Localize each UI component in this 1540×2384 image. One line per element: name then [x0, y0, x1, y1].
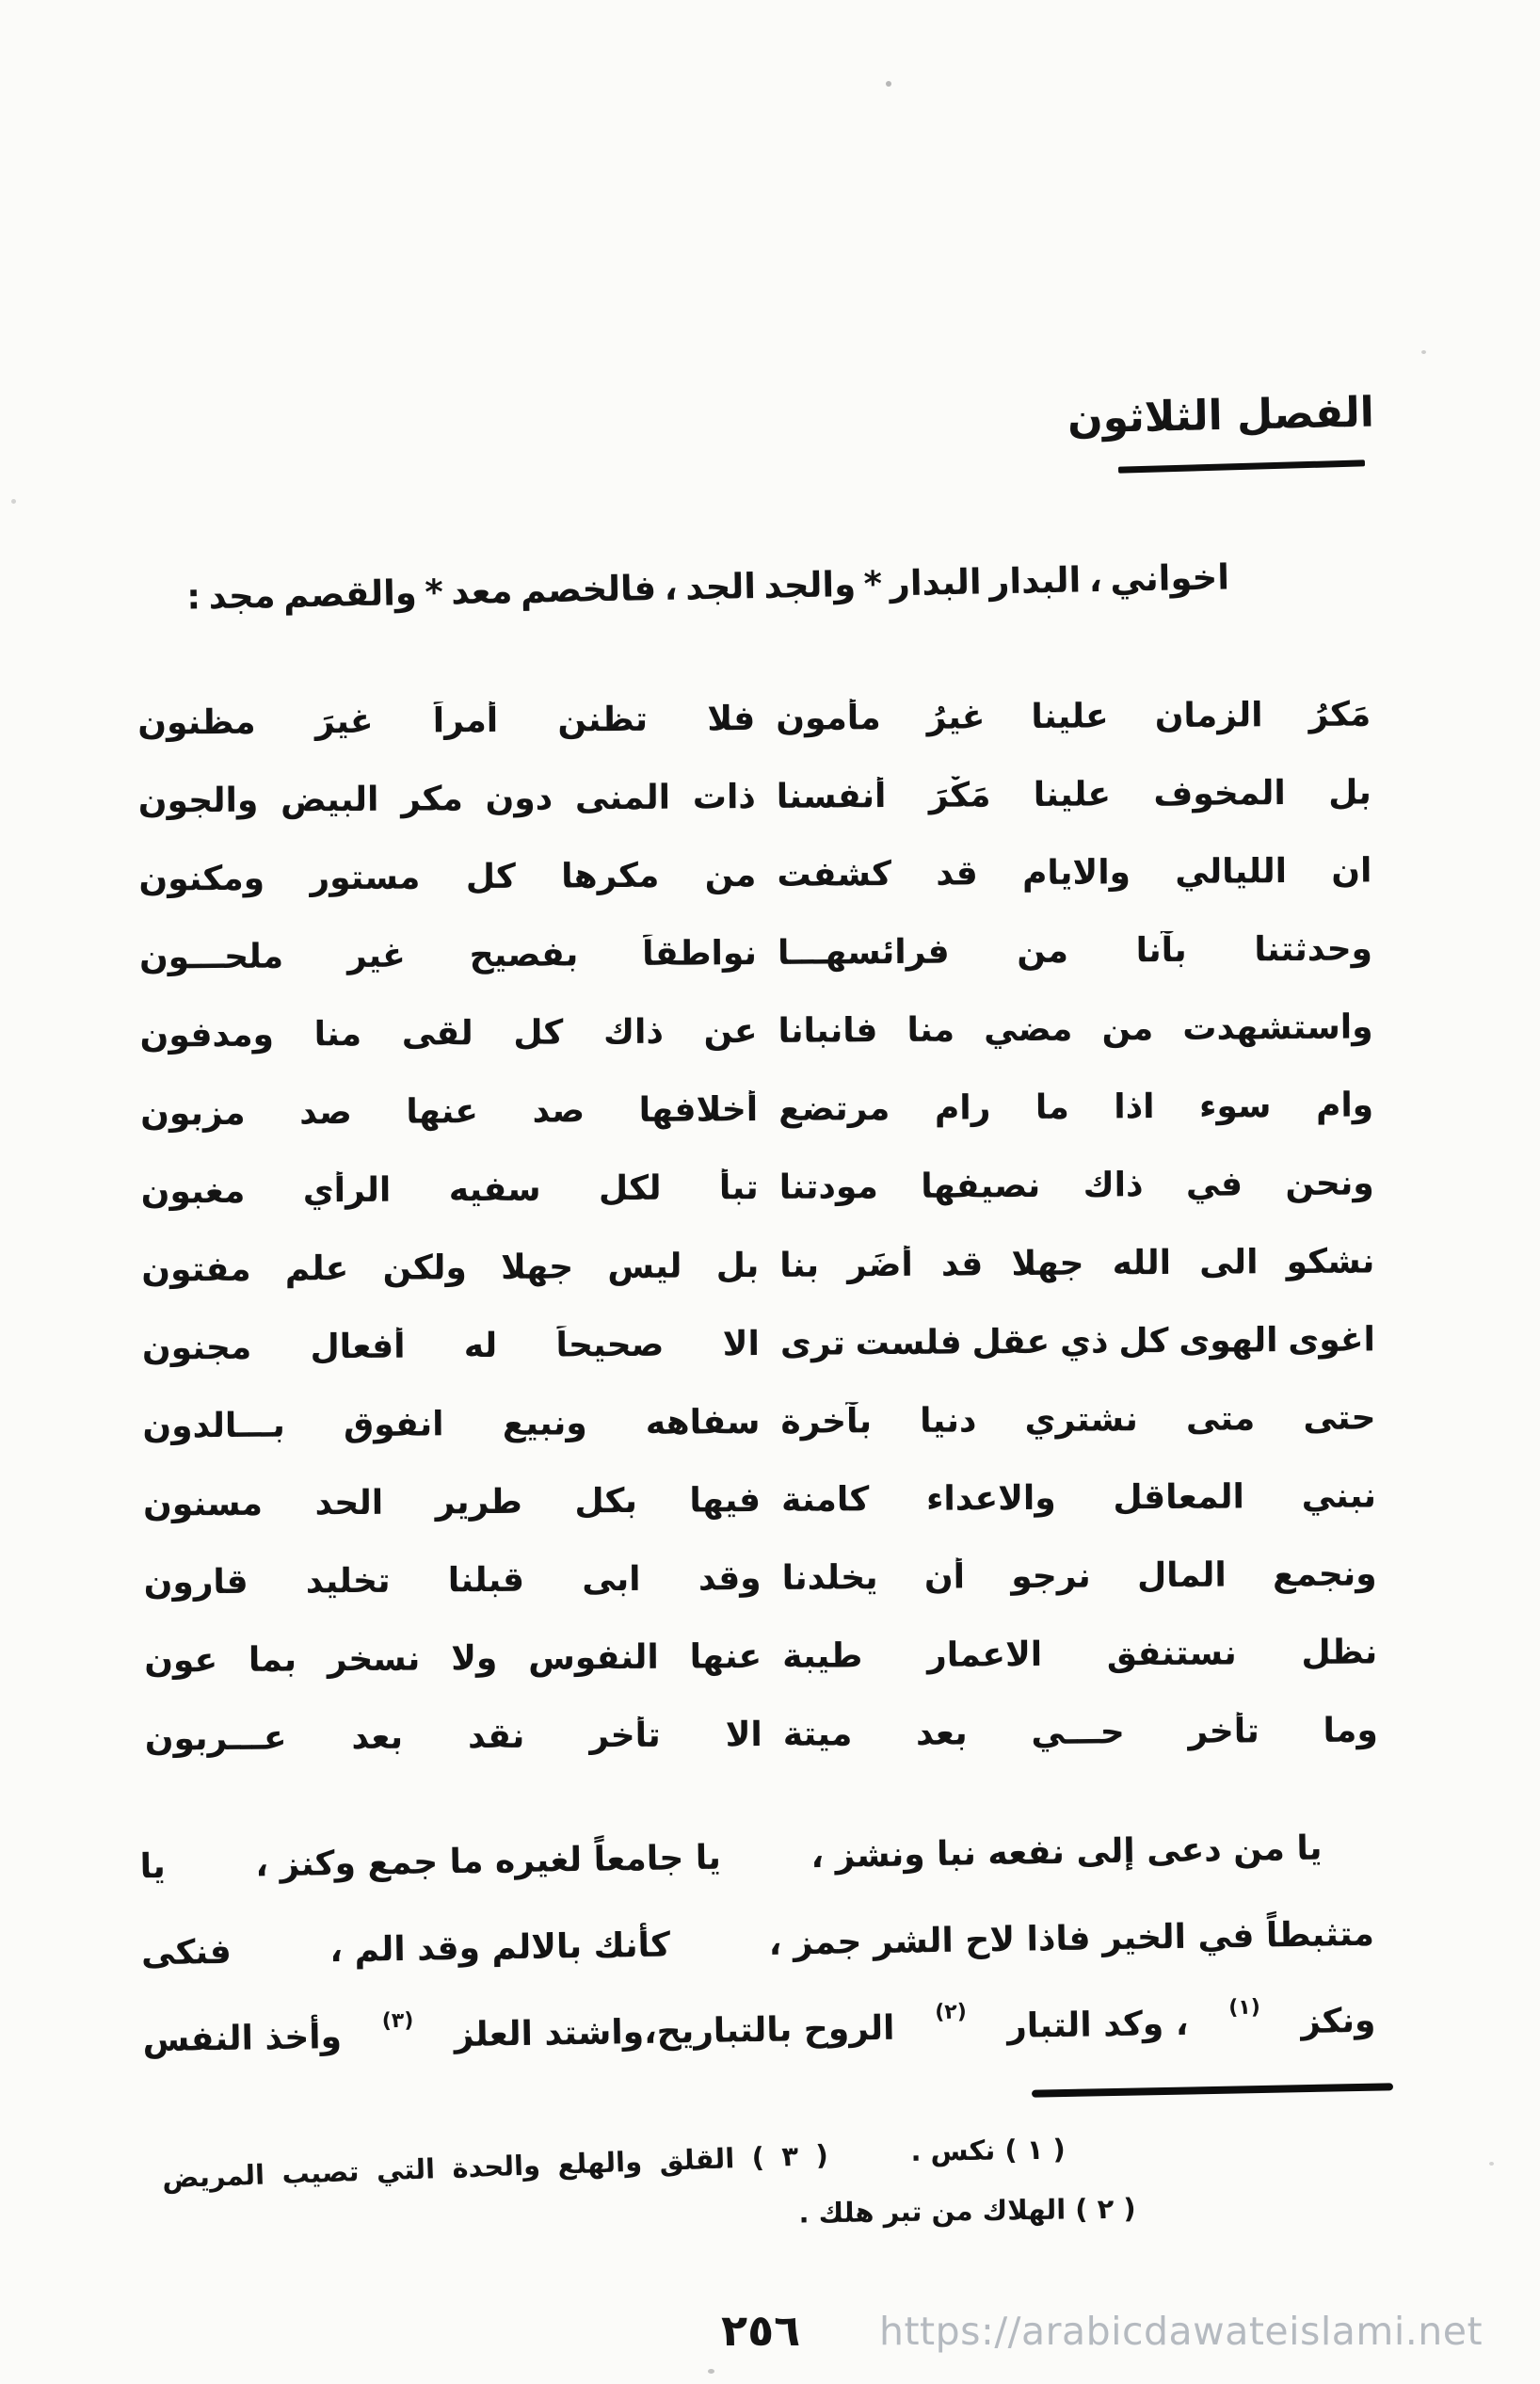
footnotes-right: [797, 2118, 1136, 2244]
hemistich-first: نظل نستنفق الاعمار طيبة: [782, 1633, 1378, 1676]
hemistich-first: ونجمع المال نرجو أن يخلدنا: [781, 1554, 1377, 1598]
hemistich-first: ونحن في ذاك نصيفها مودتنا: [778, 1164, 1374, 1207]
hemistich-first: وما تأخر حـــي بعد ميتة: [782, 1711, 1378, 1754]
hemistich-second: سفاهه ونبيع انفوق بـــالدون: [142, 1402, 761, 1446]
footnote-divider: [1032, 2083, 1393, 2097]
hemistich-second: الا تأخر نقد بعد عـــربون: [144, 1715, 762, 1759]
verse-row: [144, 1691, 1378, 1778]
verse-row: [138, 831, 1372, 918]
hemistich-second: عنها النفوس ولا نسخر بما عون: [144, 1636, 762, 1681]
verse-row: [142, 1378, 1376, 1465]
hemistich-first: وام سوء اذا ما رام مرتضع: [778, 1086, 1374, 1129]
verse-row: [140, 1144, 1374, 1231]
footnote-marker: (٢): [935, 2000, 967, 2024]
intro-line: اخواني ، البدار البدار * والجد الجد ، فالخصم معد * والقصم مجد :: [185, 556, 1230, 618]
verse-row: [137, 675, 1372, 762]
hemistich-second: نواطقاً بفصيح غير ملحـــون: [138, 934, 758, 977]
hemistich-second: عن ذاك كل لقى منا ومدفون: [139, 1011, 758, 1055]
hemistich-first: حتى متى نشتري دنيا بآخرة: [780, 1398, 1376, 1442]
hemistich-second: من مكرها كل مستور ومكنون: [138, 856, 757, 899]
footnote-marker: (١): [1228, 1995, 1261, 2020]
footnote-marker: (٣): [381, 2008, 414, 2033]
hemistich-first: نبني المعاقل والاعداء كامنة: [780, 1476, 1377, 1520]
verse-row: [138, 753, 1372, 840]
verse-row: [143, 1535, 1377, 1621]
hemistich-first: اغوى الهوى كل ذي عقل فلست ترى: [779, 1320, 1375, 1363]
verse-row: [141, 1222, 1375, 1309]
verse-row: [139, 988, 1373, 1074]
verse-row: [144, 1613, 1378, 1699]
watermark-url: https://arabicdawateislami.net: [879, 2309, 1484, 2354]
hemistich-second: فيها بكل طرير الحد مسنون: [142, 1480, 762, 1524]
prose-paragraph: [139, 1804, 1376, 2084]
scan-speck: [708, 2369, 714, 2374]
verse-row: [139, 910, 1373, 996]
scan-speck: [11, 499, 16, 504]
hemistich-second: فلا تظنن أمراً غيرَ مظنون: [137, 700, 756, 743]
chapter-title: الفصل الثلاثون: [1067, 388, 1375, 443]
hemistich-first: مَكرُ الزمان علينا غيرُ مأمون: [776, 695, 1372, 738]
verse-row: [143, 1457, 1377, 1543]
hemistich-first: وحدثتنا بآنا من فرائسهـــا: [777, 929, 1373, 973]
scan-speck: [1421, 350, 1426, 354]
hemistich-first: واستشهدت من مضي منا فانبانا: [778, 1007, 1373, 1051]
hemistich-second: الا صحيحاً له أفعال مجنون: [141, 1324, 761, 1368]
footnote: ( ١ ) نكس .: [909, 2133, 1066, 2167]
page-number: ٢٥٦: [721, 2305, 801, 2356]
poem: [137, 675, 1378, 1778]
scan-speck: [1489, 2162, 1494, 2166]
footnote: ( ٣ ) القلق والهلع والحدة التي تصيب المريض: [161, 2138, 829, 2195]
hemistich-second: تبأ لكل سفيه الرأي مغبون: [140, 1168, 759, 1212]
scan-speck: [886, 81, 891, 87]
hemistich-second: وقد ابى قبلنا تخليد قارون: [143, 1558, 762, 1603]
hemistich-first: بل المخوف علينا مَكْرَ أنفسنا: [776, 773, 1372, 816]
hemistich-first: ان الليالي والايام قد كشفت: [777, 851, 1372, 894]
verse-row: [142, 1300, 1376, 1387]
footnote: ( ٢ ) الهلاك من تبر هلك .: [797, 2192, 1136, 2230]
hemistich-second: ذات المنى دون مكر البيض والجون: [137, 778, 756, 821]
prose-line: متثبطاً في الخير فاذا لاح الشر جمز ، كأنك بالالم وقد الم ، فنكى: [140, 1914, 1375, 1973]
chapter-underline: [1118, 459, 1365, 473]
hemistich-second: أخلافها صد عنها صد مزبون: [140, 1089, 759, 1134]
hemistich-first: نشكو الى الله جهلا قد أضَر بنا: [779, 1242, 1375, 1285]
verse-row: [140, 1066, 1374, 1152]
prose-line: ونكز (١) ، وكد التبار (٢) الروح بالتباريح،واشتد العلز (٣) وأخذ النفس: [142, 1995, 1376, 2059]
hemistich-second: بل ليس جهلا ولكن علم مفتون: [141, 1246, 760, 1290]
prose-line: يا من دعى إلى نفعه نبا ونشز ، يا جامعاً لغيره ما جمع وكنز ، يا: [139, 1828, 1323, 1886]
